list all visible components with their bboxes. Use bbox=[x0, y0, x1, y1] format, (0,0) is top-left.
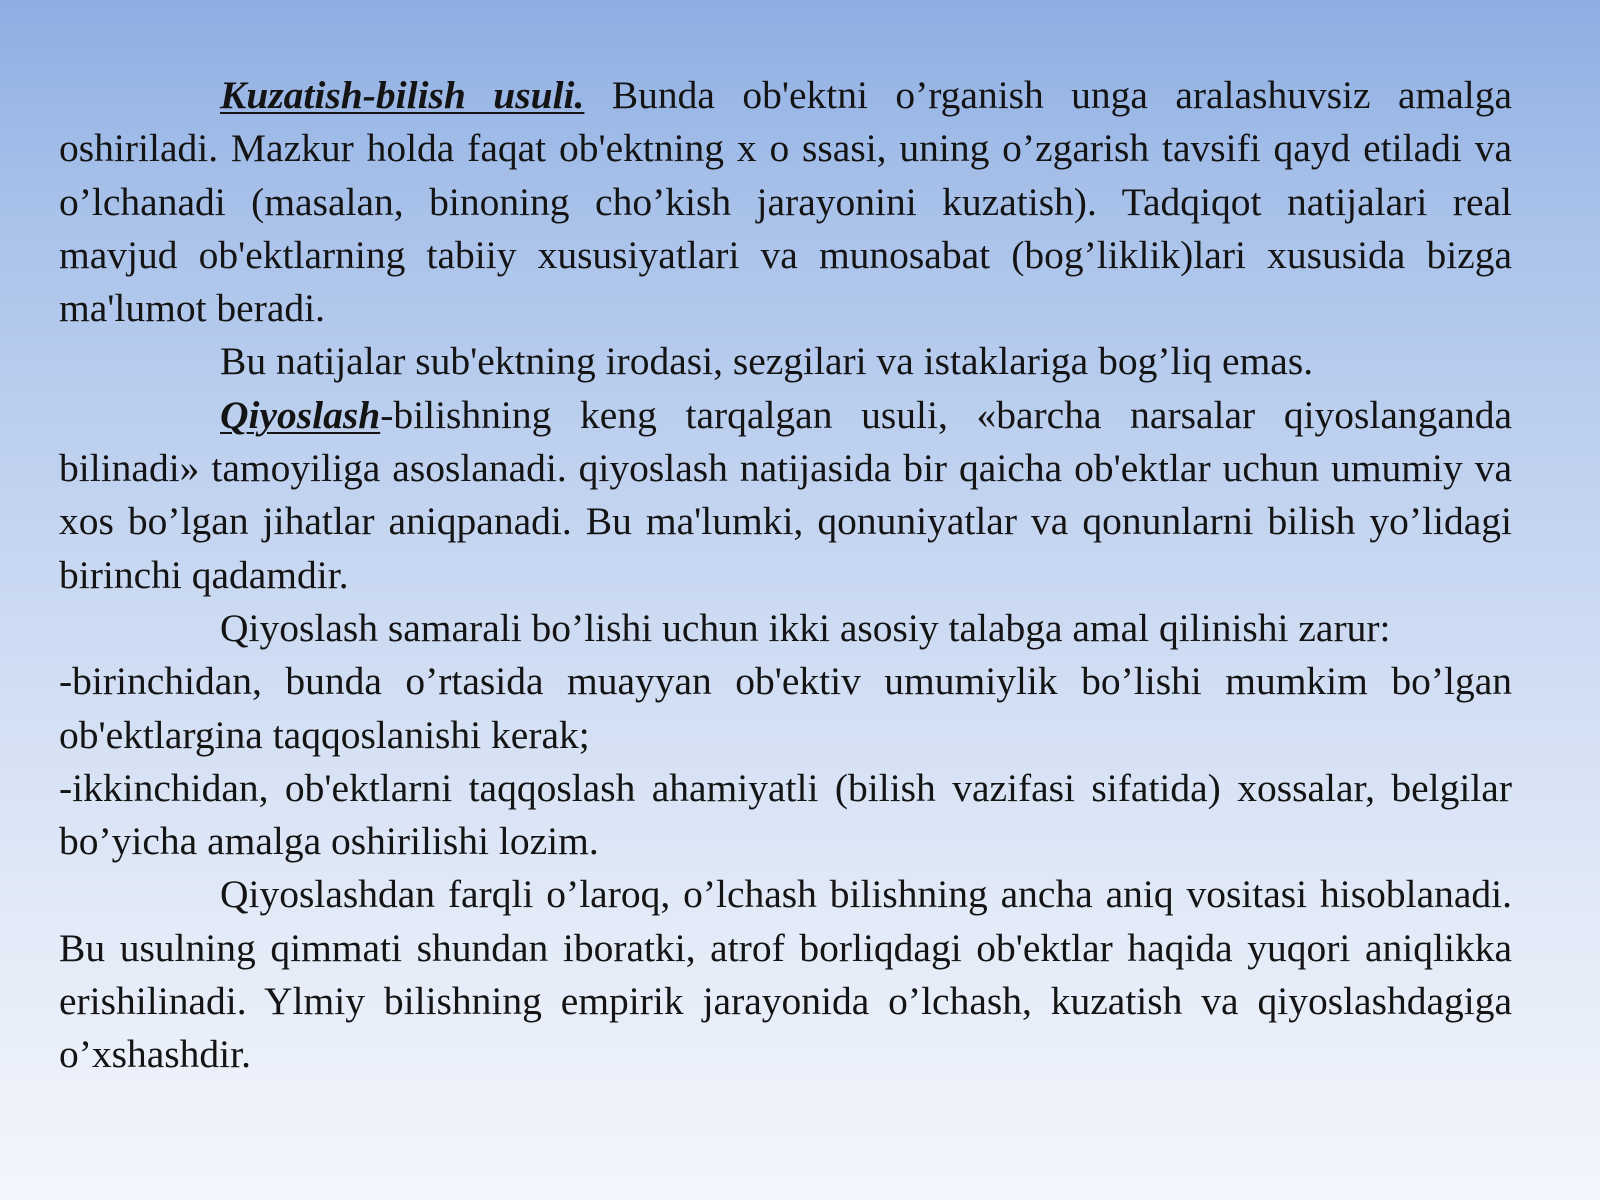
paragraph-text: Qiyoslash samarali bo’lishi uchun ikki asosiy talabga amal qilinishi zarur: bbox=[220, 605, 1391, 650]
paragraph-talablar bbox=[59, 602, 1512, 655]
term-qiyoslash: Qiyoslash bbox=[220, 392, 381, 437]
list-item-ikkinchidan bbox=[59, 762, 1512, 869]
paragraph-text: -ikkinchidan, ob'ektlarni taqqoslash ahamiyatli (bilish vazifasi sifatida) xossalar, belgilar bo’yicha amalga oshirilishi lozim. bbox=[59, 765, 1512, 864]
list-item-birinchidan bbox=[59, 655, 1512, 762]
paragraph-natijalar bbox=[59, 335, 1512, 388]
paragraph-text: Qiyoslashdan farqli o’laroq, o’lchash bilishning ancha aniq vositasi hisoblanadi. Bu usulning qimmati shundan iboratki, atrof borliqdagi ob'ektlar haqida yuqori aniqlikka erishilinadi. Ylmiy bilishning empirik jarayonida o’lchash, kuzatish va qiyoslashdagiga o’xshashdir. bbox=[59, 872, 1512, 1077]
paragraph-kuzatish bbox=[59, 69, 1512, 335]
paragraph-text: -bilishning keng tarqalgan usuli, «barcha narsalar qiyoslanganda bilinadi» tamoyiliga asoslanadi. qiyoslash natijasida bir qaicha ob'ektlar uchun umumiy va xos bo’lgan jihatlar aniqpanadi. Bu ma'lumki, qonuniyatlar va qonunlarni bilish yo’lidagi birinchi qadamdir. bbox=[59, 392, 1512, 597]
term-kuzatish-bilish: Kuzatish-bilish usuli. bbox=[220, 73, 585, 117]
paragraph-text: Bunda ob'ektni o’rganish unga aralashuvsiz amalga oshiriladi. Mazkur holda faqat ob'ektning x o ssasi, uning o’zgarish tavsifi qayd etiladi va o’lchanadi (masalan, binoning cho’kish jarayonini kuzatish). Tadqiqot natijalari real mavjud ob'ektlarning tabiiy xususiyatlari va munosabat (bog’liklik)lari xususida bizga ma'lumot beradi. bbox=[59, 73, 1513, 331]
paragraph-olchash bbox=[59, 868, 1512, 1081]
paragraph-qiyoslash bbox=[59, 389, 1512, 602]
paragraph-text: Bu natijalar sub'ektning irodasi, sezgilari va istaklariga bog’liq emas. bbox=[220, 339, 1314, 384]
text-body bbox=[59, 69, 1512, 1082]
paragraph-text: -birinchidan, bunda o’rtasida muayyan ob'ektiv umumiylik bo’lishi mumkim bo’lgan ob'ektlargina taqqoslanishi kerak; bbox=[59, 659, 1512, 757]
